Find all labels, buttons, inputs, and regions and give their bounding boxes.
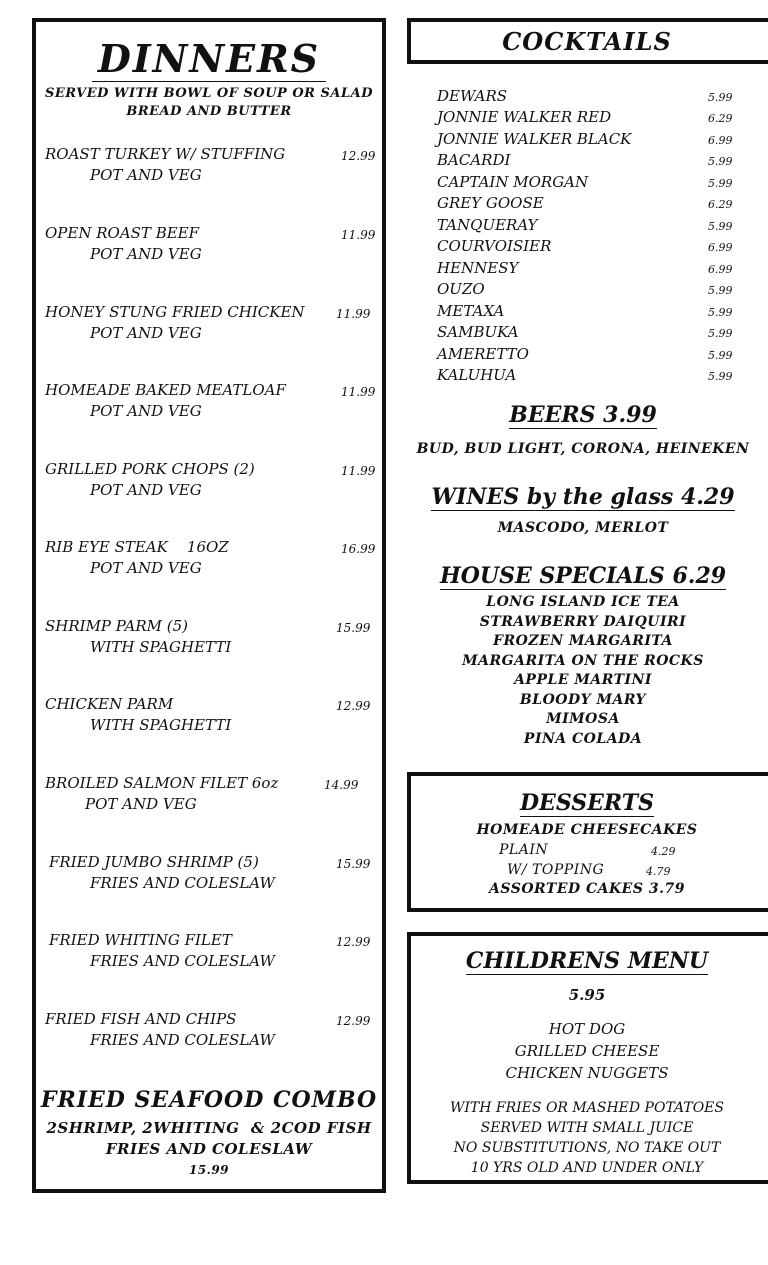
childrens-item: HOT DOG xyxy=(548,1020,626,1038)
dinner-item-side: WITH SPAGHETTI xyxy=(90,638,232,656)
cocktail-name: AMERETTO xyxy=(437,345,529,363)
childrens-note: NO SUBSTITUTIONS, NO TAKE OUT xyxy=(453,1140,721,1156)
dinner-item-name: FRIED JUMBO SHRIMP (5) xyxy=(49,853,259,871)
combo-price: 15.99 xyxy=(188,1163,230,1177)
dinner-item-side: FRIES AND COLESLAW xyxy=(90,1031,275,1049)
dinners-subtitle-1: SERVED WITH BOWL OF SOUP OR SALAD xyxy=(45,86,373,101)
dessert-plain-price: 4.29 xyxy=(651,845,676,858)
wines-title: WINES by the glass 4.29 xyxy=(431,484,735,510)
childrens-item: GRILLED CHEESE xyxy=(514,1042,660,1060)
cocktail-price: 5.99 xyxy=(708,370,733,383)
dinner-item-side: FRIES AND COLESLAW xyxy=(90,874,275,892)
cocktail-name: KALUHUA xyxy=(437,366,517,384)
cocktail-price: 5.99 xyxy=(708,284,733,297)
house-special-item: APPLE MARTINI xyxy=(514,672,652,688)
dinner-item-price: 15.99 xyxy=(336,857,371,871)
desserts-heading: HOMEADE CHEESECAKES xyxy=(476,822,698,838)
cocktail-name: HENNESY xyxy=(437,259,519,277)
house-special-item: FROZEN MARGARITA xyxy=(493,633,673,649)
childrens-price: 5.95 xyxy=(568,986,606,1004)
dinner-item-side: POT AND VEG xyxy=(90,245,202,263)
dinner-item-price: 11.99 xyxy=(341,464,376,478)
dinner-item-side: POT AND VEG xyxy=(85,795,197,813)
house-specials-title: HOUSE SPECIALS 6.29 xyxy=(439,563,727,589)
dessert-assorted-cakes: ASSORTED CAKES 3.79 xyxy=(489,881,685,897)
combo-line-2: FRIES AND COLESLAW xyxy=(105,1140,313,1158)
dinner-item-side: POT AND VEG xyxy=(90,402,202,420)
dinner-item-price: 14.99 xyxy=(324,778,359,792)
childrens-menu-panel xyxy=(407,932,768,1184)
cocktail-name: SAMBUKA xyxy=(437,323,519,341)
dinner-item-name: OPEN ROAST BEEF xyxy=(45,224,200,242)
cocktail-price: 5.99 xyxy=(708,327,733,340)
childrens-note: WITH FRIES OR MASHED POTATOES xyxy=(449,1100,724,1116)
dinner-item-name: ROAST TURKEY W/ STUFFING xyxy=(45,145,286,163)
dinner-item-side: POT AND VEG xyxy=(90,559,202,577)
cocktail-price: 6.29 xyxy=(708,112,733,125)
cocktail-price: 5.99 xyxy=(708,306,733,319)
dinner-item-name: CHICKEN PARM xyxy=(45,695,174,713)
childrens-title: CHILDRENS MENU xyxy=(465,948,709,974)
childrens-item: CHICKEN NUGGETS xyxy=(505,1064,669,1082)
dinner-item-price: 11.99 xyxy=(336,307,371,321)
desserts-title: DESSERTS xyxy=(519,790,655,816)
cocktail-name: CAPTAIN MORGAN xyxy=(437,173,589,191)
dessert-topping-price: 4.79 xyxy=(646,865,671,878)
dinner-item-name: SHRIMP PARM (5) xyxy=(45,617,189,635)
dinner-item-name: HOMEADE BAKED MEATLOAF xyxy=(45,381,286,399)
dinner-item-price: 12.99 xyxy=(341,149,376,163)
dinner-item-name: BROILED SALMON FILET 6oz xyxy=(45,774,279,792)
cocktail-price: 5.99 xyxy=(708,155,733,168)
cocktail-name: GREY GOOSE xyxy=(437,194,544,212)
cocktail-name: OUZO xyxy=(437,280,485,298)
cocktail-price: 6.99 xyxy=(708,263,733,276)
cocktail-name: DEWARS xyxy=(437,87,508,105)
dinner-item-name: FRIED FISH AND CHIPS xyxy=(45,1010,237,1028)
dinner-item-side: POT AND VEG xyxy=(90,324,202,342)
dinner-item-name: RIB EYE STEAK 16OZ xyxy=(45,538,229,556)
dinners-subtitle-2: BREAD AND BUTTER xyxy=(126,104,292,119)
cocktail-name: JONNIE WALKER BLACK xyxy=(437,130,632,148)
dinner-item-name: HONEY STUNG FRIED CHICKEN xyxy=(45,303,305,321)
combo-title: FRIED SEAFOOD COMBO xyxy=(40,1087,378,1113)
dinner-item-price: 12.99 xyxy=(336,1014,371,1028)
cocktail-price: 6.99 xyxy=(708,134,733,147)
cocktail-price: 5.99 xyxy=(708,91,733,104)
house-special-item: PINA COLADA xyxy=(523,731,643,747)
childrens-note: SERVED WITH SMALL JUICE xyxy=(480,1120,694,1136)
dinner-item-side: POT AND VEG xyxy=(90,481,202,499)
cocktails-title: COCKTAILS xyxy=(502,27,672,56)
cocktail-name: METAXA xyxy=(437,302,505,320)
cocktail-price: 6.29 xyxy=(708,198,733,211)
house-special-item: LONG ISLAND ICE TEA xyxy=(486,594,680,610)
dessert-topping-label: W/ TOPPING xyxy=(507,862,605,878)
desserts-panel xyxy=(407,772,768,912)
dinner-item-price: 12.99 xyxy=(336,935,371,949)
beers-title: BEERS 3.99 xyxy=(509,402,657,428)
dinner-item-name: GRILLED PORK CHOPS (2) xyxy=(45,460,255,478)
dinners-title: DINNERS xyxy=(36,36,382,81)
dinner-item-side: POT AND VEG xyxy=(90,166,202,184)
wines-list: MASCODO, MERLOT xyxy=(497,520,669,536)
beers-list: BUD, BUD LIGHT, CORONA, HEINEKEN xyxy=(416,441,750,457)
dinner-item-side: WITH SPAGHETTI xyxy=(90,716,232,734)
house-special-item: MIMOSA xyxy=(546,711,620,727)
house-special-item: MARGARITA ON THE ROCKS xyxy=(462,653,704,669)
cocktail-price: 5.99 xyxy=(708,220,733,233)
cocktail-name: COURVOISIER xyxy=(437,237,552,255)
dinners-panel xyxy=(32,18,386,1193)
cocktail-name: TANQUERAY xyxy=(437,216,538,234)
dinner-item-price: 11.99 xyxy=(341,385,376,399)
combo-line-1: 2SHRIMP, 2WHITING & 2COD FISH xyxy=(46,1119,372,1137)
dinner-item-price: 15.99 xyxy=(336,621,371,635)
cocktail-name: JONNIE WALKER RED xyxy=(437,108,612,126)
cocktails-header-box xyxy=(407,18,768,64)
dinner-item-name: FRIED WHITING FILET xyxy=(49,931,232,949)
dinner-item-price: 11.99 xyxy=(341,228,376,242)
cocktail-price: 5.99 xyxy=(708,349,733,362)
childrens-note: 10 YRS OLD AND UNDER ONLY xyxy=(470,1160,704,1176)
house-special-item: STRAWBERRY DAIQUIRI xyxy=(479,614,687,630)
cocktail-name: BACARDI xyxy=(437,151,511,169)
house-special-item: BLOODY MARY xyxy=(519,692,647,708)
cocktail-price: 5.99 xyxy=(708,177,733,190)
cocktail-price: 6.99 xyxy=(708,241,733,254)
dessert-plain-label: PLAIN xyxy=(499,842,549,858)
dinner-item-price: 16.99 xyxy=(341,542,376,556)
dinner-item-side: FRIES AND COLESLAW xyxy=(90,952,275,970)
dinner-item-price: 12.99 xyxy=(336,699,371,713)
